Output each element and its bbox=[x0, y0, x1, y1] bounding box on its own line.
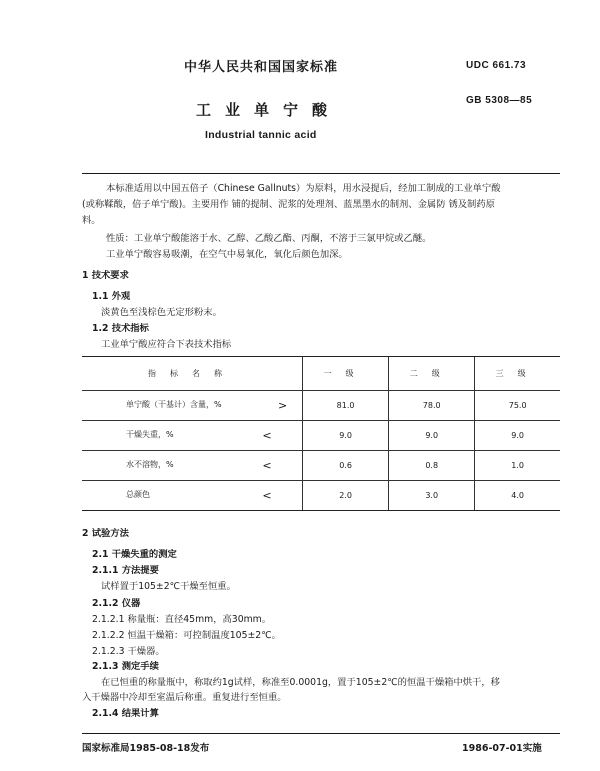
table-row bbox=[82, 451, 560, 481]
value-cell: 4.0 bbox=[475, 481, 560, 511]
table-header-row bbox=[82, 357, 560, 391]
udc-code: UDC 661.73 bbox=[466, 60, 527, 71]
value-cell: 75.0 bbox=[475, 391, 560, 421]
value-cell: 9.0 bbox=[475, 421, 560, 451]
row-name: 水不溶物，% < bbox=[82, 451, 303, 481]
value-cell: 3.0 bbox=[389, 481, 475, 511]
value-cell: 9.0 bbox=[303, 421, 389, 451]
row-name: 单宁酸（干基计）含量，% > bbox=[82, 391, 303, 421]
intro-line-2: (或称鞣酸，倍子单宁酸)。主要用作 铺的提制、泥浆的处理剂、蓝黑墨水的制剂、金属防 锈及制药原 bbox=[82, 199, 495, 210]
value-cell: 0.6 bbox=[303, 451, 389, 481]
intro-line-1: 本标准适用以中国五倍子（Chinese Gallnuts）为原料，用水浸提后，经加工制成的工业单宁酸 bbox=[106, 183, 501, 194]
section-1-1-heading: 1.1 外观 bbox=[92, 291, 131, 302]
value-cell: 78.0 bbox=[389, 391, 475, 421]
header-indicator: 指标名称 bbox=[82, 357, 303, 391]
section-2-1-3-heading: 2.1.3 测定手续 bbox=[92, 661, 159, 672]
section-1-2-heading: 1.2 技术指标 bbox=[92, 323, 149, 334]
value-cell: 2.0 bbox=[303, 481, 389, 511]
header-grade-1: 一级 bbox=[303, 357, 389, 391]
row-name: 总颜色 < bbox=[82, 481, 303, 511]
intro-moisture: 工业单宁酸容易吸潮，在空气中易氧化，氧化后颜色加深。 bbox=[106, 249, 348, 260]
section-2-1-2-1: 2.1.2.1 称量瓶：直径45mm，高30mm。 bbox=[92, 614, 272, 625]
value-cell: 81.0 bbox=[303, 391, 389, 421]
issue-date: 国家标准局1985-08-18发布 bbox=[82, 743, 210, 754]
section-2-heading: 2 试验方法 bbox=[82, 528, 129, 539]
section-1-heading: 1 技术要求 bbox=[82, 270, 129, 281]
value-cell: 0.8 bbox=[389, 451, 475, 481]
section-2-1-1-heading: 2.1.1 方法提要 bbox=[92, 565, 159, 576]
value-cell: 9.0 bbox=[389, 421, 475, 451]
section-2-1-2-2: 2.1.2.2 恒温干燥箱：可控制温度105±2℃。 bbox=[92, 630, 281, 641]
header-grade-3: 三级 bbox=[475, 357, 560, 391]
section-2-1-heading: 2.1 干燥失重的测定 bbox=[92, 549, 177, 560]
effective-date: 1986-07-01实施 bbox=[462, 743, 542, 754]
value-cell: 1.0 bbox=[475, 451, 560, 481]
section-2-1-3-line-1: 在已恒重的称量瓶中，称取约1g试样，称准至0.0001g，置于105±2℃的恒温干燥箱中烘干，移 bbox=[101, 677, 500, 688]
section-2-1-1-body: 试样置于105±2℃干燥至恒重。 bbox=[101, 581, 236, 592]
table-row bbox=[82, 421, 560, 451]
gb-number: GB 5308—85 bbox=[466, 95, 533, 106]
section-2-1-2-heading: 2.1.2 仪器 bbox=[92, 598, 141, 609]
intro-properties: 性质：工业单宁酸能溶于水、乙醇、乙酸乙酯、丙酮，不溶于三氯甲烷或乙醚。 bbox=[106, 233, 432, 244]
table-row bbox=[82, 391, 560, 421]
section-1-1-body: 淡黄色至浅棕色无定形粉末。 bbox=[101, 307, 222, 318]
intro-line-3: 料。 bbox=[82, 215, 101, 226]
section-1-2-body: 工业单宁酸应符合下表技术指标 bbox=[101, 339, 232, 350]
spec-table bbox=[82, 356, 560, 511]
header-divider bbox=[82, 173, 560, 174]
footer-divider bbox=[82, 733, 560, 734]
row-name: 干燥失重，% < bbox=[82, 421, 303, 451]
table-row bbox=[82, 481, 560, 511]
section-2-1-4-heading: 2.1.4 结果计算 bbox=[92, 708, 159, 719]
section-2-1-2-3: 2.1.2.3 干燥器。 bbox=[92, 646, 165, 657]
section-2-1-3-line-2: 入干燥器中冷却至室温后称重。重复进行至恒重。 bbox=[82, 692, 287, 703]
header-grade-2: 二级 bbox=[389, 357, 475, 391]
standard-header-title: 中华人民共和国国家标准 bbox=[184, 60, 339, 75]
document-title-english: Industrial tannic acid bbox=[205, 129, 317, 141]
document-title: 工业单宁酸 bbox=[196, 101, 342, 119]
